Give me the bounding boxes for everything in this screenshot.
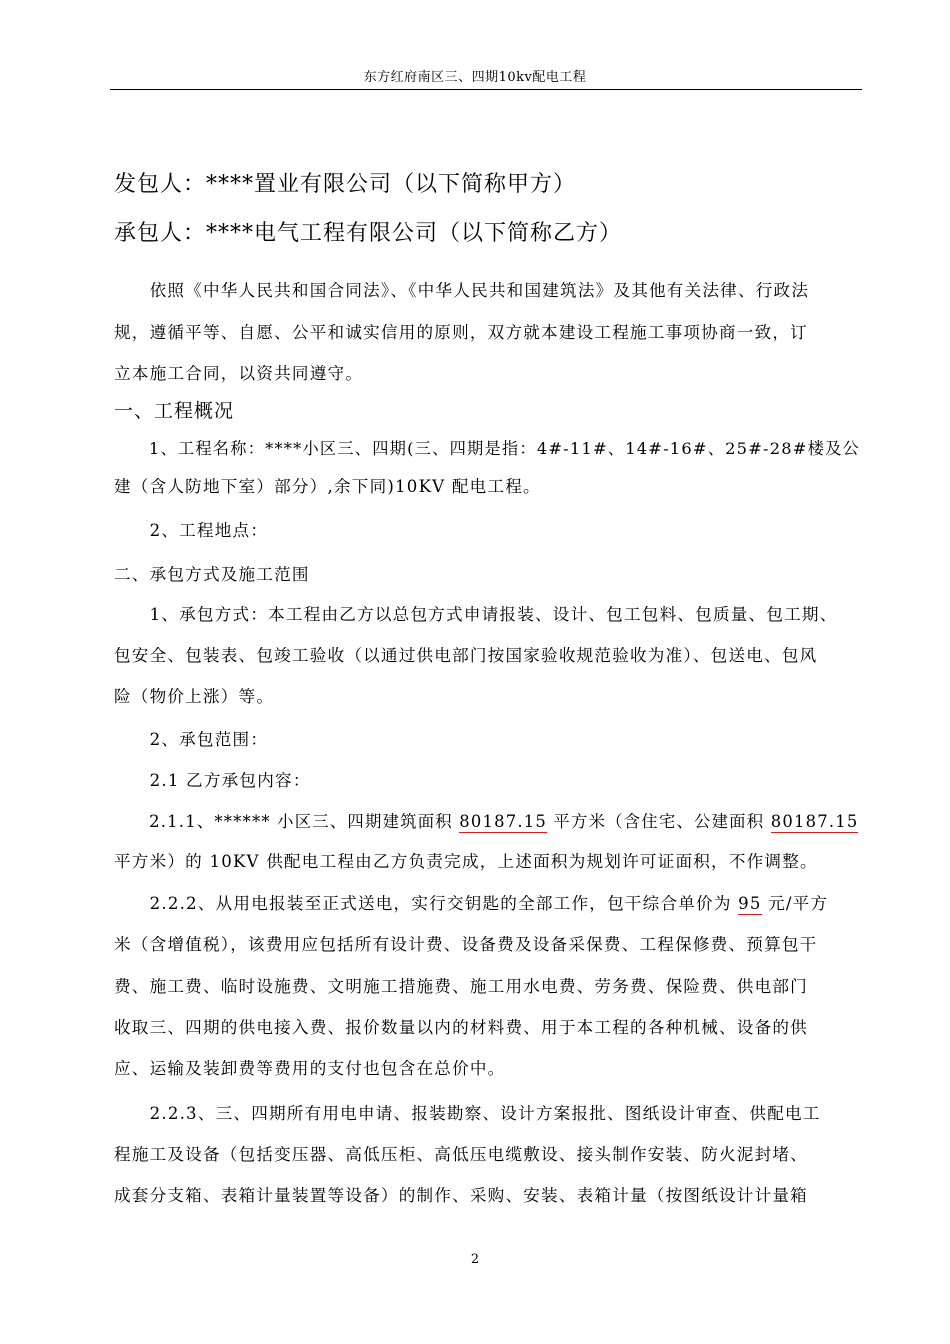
item211-line-2: 平方米）的 10KV 供配电工程由乙方负责完成，上述面积为规划许可证面积，不作调整。: [114, 852, 818, 871]
item223-line-1: 2.2.3、三、四期所有用电申请、报装勘察、设计方案报批、图纸设计审查、供配电工: [114, 1104, 821, 1123]
area-value-2: 80187.15: [770, 812, 859, 831]
preamble-line-3: 立本施工合同，以资共同遵守。: [114, 364, 364, 383]
header-rule: [110, 89, 862, 90]
item211-text-b: 平方米（含住宅、公建面积: [547, 812, 771, 831]
section2-item2: 2、承包范围：: [114, 730, 269, 749]
page-header-title: 东方红府南区三、四期10kv配电工程: [363, 70, 587, 85]
section1-item2: 2、工程地点：: [114, 521, 269, 540]
preamble-line-2: 规，遵循平等、自愿、公平和诚实信用的原则，双方就本建设工程施工事项协商一致，订: [114, 323, 808, 342]
unit-price-value: 95: [738, 894, 762, 913]
item222-line-5: 应、运输及装卸费等费用的支付也包含在总价中。: [114, 1059, 506, 1078]
section2-item1-line-3: 险（物价上涨）等。: [114, 687, 275, 706]
item211-line-1: [114, 811, 858, 833]
employer-line: 发包人：****置业有限公司（以下简称甲方）: [114, 172, 577, 197]
section1-item1-line-2: 建（含人防地下室）部分）,余下同)10KV 配电工程。: [114, 477, 541, 496]
contractor-line: 承包人：****电气工程有限公司（以下简称乙方）: [114, 221, 623, 246]
section2-heading: 二、承包方式及施工范围: [114, 565, 310, 584]
section2-item1-line-2: 包安全、包装表、包竣工验收（以通过供电部门按国家验收规范验收为准）、包送电、包风: [114, 646, 818, 665]
section2-item1-line-1: 1、承包方式：本工程由乙方以总包方式申请报装、设计、包工包料、包质量、包工期、: [114, 605, 838, 624]
item222-text-b: 元/平方: [761, 894, 829, 913]
item222-text-a: 2.2.2、从用电报装至正式送电，实行交钥匙的全部工作，包干综合单价为: [114, 894, 739, 913]
item211-text-a: 2.1.1、****** 小区三、四期建筑面积: [114, 812, 460, 831]
section1-heading: 一、工程概况: [114, 400, 235, 422]
preamble-line-1: 依照《中华人民共和国合同法》、《中华人民共和国建筑法》及其他有关法律、行政法: [114, 281, 810, 300]
item222-line-2: 米（含增值税），该费用应包括所有设计费、设备费及设备采保费、工程保修费、预算包干: [114, 935, 818, 954]
section2-item21: 2.1 乙方承包内容：: [114, 771, 311, 790]
item222-line-1: [114, 893, 828, 915]
section1-item1-line-1: 1、工程名称：****小区三、四期(三、四期是指：4#-11#、14#-16#、25#-28#楼及公: [114, 439, 860, 458]
item223-line-2: 程施工及设备（包括变压器、高低压柜、高低压电缆敷设、接头制作安装、防火泥封堵、: [114, 1145, 808, 1164]
item222-line-3: 费、施工费、临时设施费、文明施工措施费、施工用水电费、劳务费、保险费、供电部门: [114, 977, 808, 996]
item222-line-4: 收取三、四期的供电接入费、报价数量以内的材料费、用于本工程的各种机械、设备的供: [114, 1018, 808, 1037]
item223-line-3: 成套分支箱、表箱计量装置等设备）的制作、采购、安装、表箱计量（按图纸设计计量箱: [114, 1186, 808, 1205]
page-number: 2: [470, 1252, 480, 1267]
area-value-1: 80187.15: [459, 812, 548, 831]
